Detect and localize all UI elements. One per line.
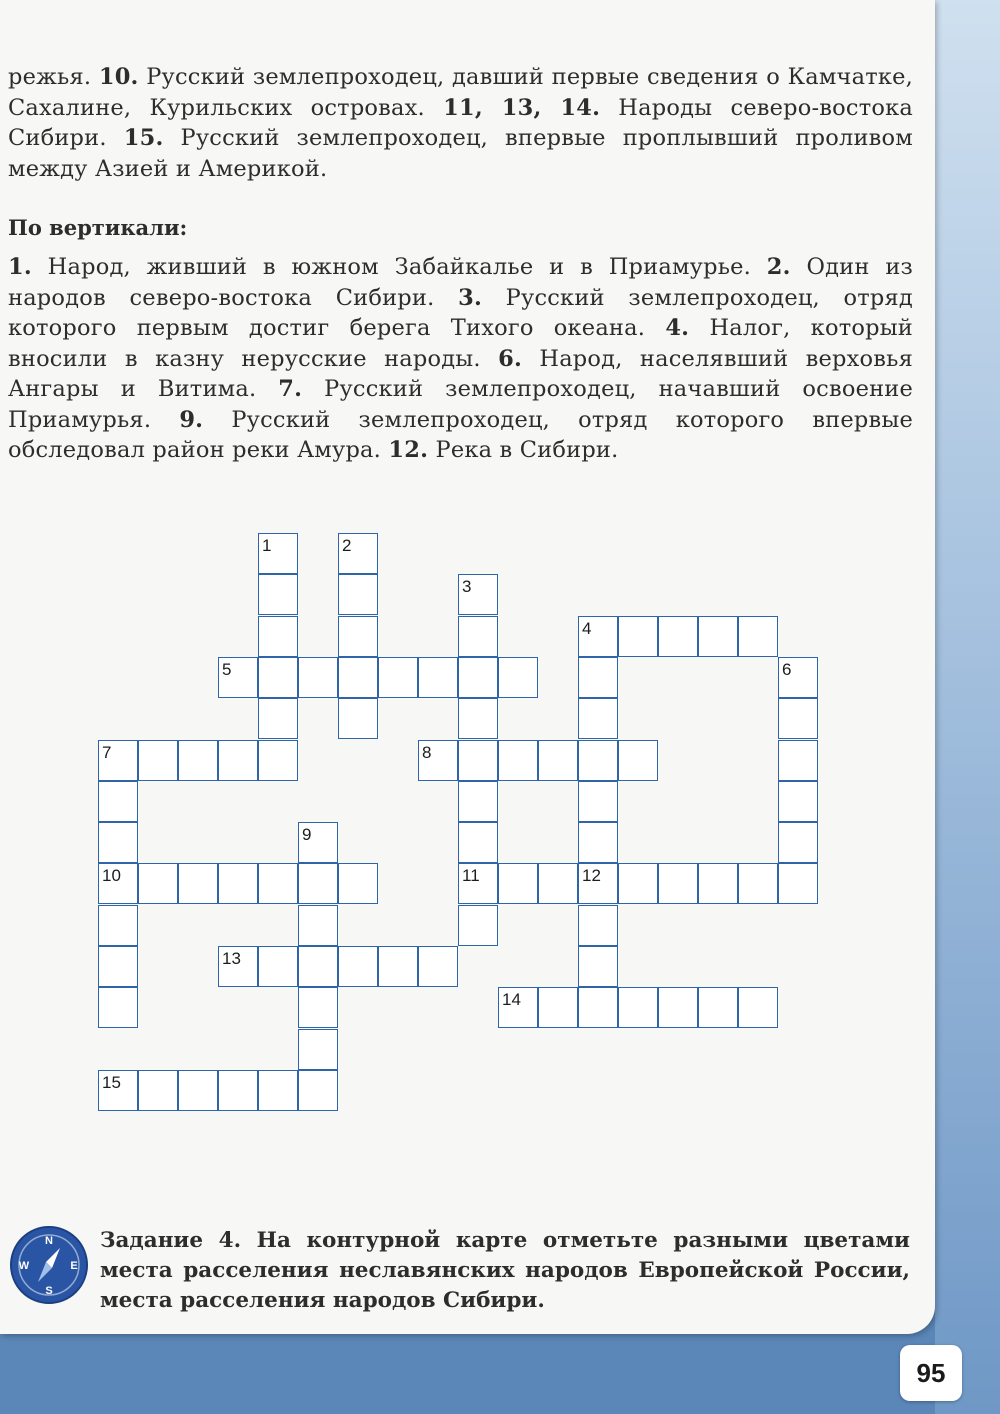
- crossword-cell[interactable]: [778, 822, 818, 863]
- crossword-cell[interactable]: [378, 946, 418, 987]
- crossword-cell[interactable]: [298, 987, 338, 1028]
- clue-text: Народ, живший в южном Забайкалье и в Приамурье.: [31, 254, 767, 280]
- crossword-cell[interactable]: [738, 987, 778, 1028]
- crossword-cell[interactable]: [658, 863, 698, 904]
- crossword-cell[interactable]: [658, 616, 698, 657]
- crossword-cell[interactable]: [578, 698, 618, 739]
- crossword-cell[interactable]: [98, 822, 138, 863]
- crossword-cell[interactable]: [538, 740, 578, 781]
- crossword-cell[interactable]: [258, 657, 298, 698]
- crossword-cell[interactable]: [618, 987, 658, 1028]
- crossword-cell[interactable]: [698, 616, 738, 657]
- compass-letter-w: W: [18, 1260, 30, 1272]
- crossword-cell[interactable]: [98, 905, 138, 946]
- crossword-cell[interactable]: [458, 905, 498, 946]
- crossword-cell[interactable]: [618, 740, 658, 781]
- clue-text: Русский землепроходец, давший первые сведения о Камчатке, Сахалине, Курильских островах.: [8, 64, 913, 121]
- crossword-cell[interactable]: [298, 946, 338, 987]
- crossword-cell[interactable]: [778, 781, 818, 822]
- clue-number: 6.: [498, 345, 523, 372]
- clue-text: Русский землепроходец, начавший освоение Приамурья.: [8, 376, 913, 433]
- crossword-cell[interactable]: [498, 863, 538, 904]
- crossword-number: 1: [262, 536, 272, 555]
- horizontal-clues-tail: [8, 62, 913, 184]
- crossword-number: 6: [782, 659, 792, 679]
- crossword-number: 7: [102, 742, 112, 762]
- crossword-cell[interactable]: [338, 616, 378, 657]
- crossword-cell[interactable]: [458, 822, 498, 863]
- page-number: 95: [916, 1358, 946, 1388]
- crossword-cell[interactable]: [298, 1029, 338, 1070]
- crossword-cell[interactable]: [578, 822, 618, 863]
- clue-number: 12.: [388, 437, 429, 463]
- crossword-cell[interactable]: [458, 657, 498, 698]
- crossword-number: 8: [422, 742, 432, 762]
- clue-number: 9.: [179, 406, 204, 433]
- crossword-cell[interactable]: [258, 863, 298, 904]
- crossword-cell[interactable]: [458, 781, 498, 822]
- crossword-cell[interactable]: [778, 698, 818, 739]
- crossword-cell[interactable]: [138, 740, 178, 781]
- crossword-cell[interactable]: [738, 863, 778, 904]
- crossword-cell[interactable]: [98, 987, 138, 1028]
- crossword-cell[interactable]: [738, 616, 778, 657]
- crossword-cell[interactable]: [298, 905, 338, 946]
- crossword-cell[interactable]: [178, 740, 218, 781]
- crossword-number: 10: [102, 866, 121, 886]
- crossword-cell[interactable]: [418, 946, 458, 987]
- crossword-number: 2: [342, 536, 352, 555]
- clue-text: Русский землепроходец, отряд которого впервые обследовал район реки Амура.: [8, 406, 913, 463]
- crossword-cell[interactable]: [618, 863, 658, 904]
- crossword-cell[interactable]: [498, 740, 538, 781]
- crossword-cell[interactable]: [98, 781, 138, 822]
- vertical-clues: [8, 252, 913, 466]
- crossword-cell[interactable]: [138, 1070, 178, 1111]
- crossword-cell[interactable]: [778, 740, 818, 781]
- compass-icon: [10, 1226, 88, 1304]
- crossword-cell[interactable]: [258, 616, 298, 657]
- clue-text: Русский землепроходец, впервые проплывший проливом между Азией и Америкой.: [8, 125, 913, 182]
- clue-number: 1.: [8, 254, 32, 280]
- crossword-cell[interactable]: [618, 616, 658, 657]
- crossword-cell[interactable]: [98, 946, 138, 987]
- crossword-cell[interactable]: [218, 863, 258, 904]
- crossword-cell[interactable]: [178, 1070, 218, 1111]
- crossword-cell[interactable]: [338, 863, 378, 904]
- task-title: Задание 4.: [100, 1228, 242, 1253]
- clue-text: Народ, населявший верховья Ангары и Витима.: [8, 345, 913, 402]
- crossword-number: 15: [102, 1072, 121, 1092]
- clue-text: Река в Сибири.: [428, 437, 619, 463]
- crossword-cell[interactable]: [458, 698, 498, 739]
- clue-text: Русский землепроходец, отряд которого первым достиг берега Тихого океана.: [8, 284, 913, 341]
- crossword-cell[interactable]: [338, 698, 378, 739]
- clue-number: 3.: [458, 284, 482, 311]
- compass-letter-e: E: [70, 1260, 78, 1272]
- crossword-cell[interactable]: [338, 946, 378, 987]
- crossword-cell[interactable]: [578, 905, 618, 946]
- crossword-cell[interactable]: [418, 657, 458, 698]
- crossword-number: 13: [222, 949, 241, 968]
- crossword-cell[interactable]: [338, 574, 378, 615]
- crossword-cell[interactable]: [698, 863, 738, 904]
- crossword-number: 3: [462, 577, 472, 597]
- crossword-cell[interactable]: [298, 1070, 338, 1111]
- crossword-cell[interactable]: [218, 740, 258, 781]
- clue-number: 4.: [665, 315, 690, 341]
- crossword-cell[interactable]: [658, 987, 698, 1028]
- crossword-number: 9: [302, 825, 312, 845]
- clue-number: 15.: [123, 125, 164, 151]
- crossword-cell[interactable]: [378, 657, 418, 698]
- clue-text: Налог, который вносили в казну нерусские народы.: [8, 315, 913, 372]
- crossword-cell[interactable]: [578, 740, 618, 781]
- clue-text: Народы северо-востока Сибири.: [8, 94, 913, 151]
- crossword-cell[interactable]: [258, 1070, 298, 1111]
- compass-icon-graphic: [12, 1228, 86, 1302]
- task-text: На контурной карте отметьте разными цветами места расселения неславянских народов Европейской России, места расселения народов Сибири.: [100, 1228, 910, 1313]
- crossword-cell[interactable]: [218, 1070, 258, 1111]
- task-4: [100, 1226, 910, 1316]
- crossword-cell[interactable]: [498, 657, 538, 698]
- crossword-cell[interactable]: [578, 781, 618, 822]
- crossword-cell[interactable]: [458, 740, 498, 781]
- crossword-cell[interactable]: [578, 946, 618, 987]
- crossword-cell[interactable]: [538, 863, 578, 904]
- crossword-number: 11: [462, 866, 480, 886]
- crossword-cell[interactable]: [138, 863, 178, 904]
- crossword-cell[interactable]: [538, 987, 578, 1028]
- clue-text: режья.: [8, 64, 99, 90]
- crossword-cell[interactable]: [258, 946, 298, 987]
- crossword-cell[interactable]: [258, 698, 298, 739]
- clue-number: 10.: [98, 64, 139, 90]
- crossword-cell[interactable]: [298, 863, 338, 904]
- clue-number: 7.: [278, 376, 303, 402]
- crossword-cell[interactable]: [578, 987, 618, 1028]
- crossword-cell[interactable]: [178, 863, 218, 904]
- crossword-number: 4: [582, 618, 592, 638]
- clue-number: 11, 13, 14.: [443, 94, 601, 121]
- crossword-cell[interactable]: [578, 657, 618, 698]
- crossword-cell[interactable]: [458, 616, 498, 657]
- crossword-cell[interactable]: [778, 863, 818, 904]
- crossword-number: 12: [582, 866, 601, 886]
- compass-letter-s: S: [45, 1285, 53, 1297]
- clue-text: Один из народов северо-востока Сибири.: [8, 254, 913, 311]
- crossword-cell[interactable]: [258, 740, 298, 781]
- crossword-number: 14: [502, 990, 521, 1010]
- crossword-cell[interactable]: [258, 574, 298, 615]
- crossword-number: 5: [222, 659, 232, 679]
- clue-number: 2.: [766, 254, 791, 280]
- crossword-cell[interactable]: [698, 987, 738, 1028]
- crossword-cell[interactable]: [338, 657, 378, 698]
- page-edge-background: [935, 0, 1000, 1414]
- crossword-cell[interactable]: [298, 657, 338, 698]
- vertical-heading: По вертикали:: [8, 215, 188, 240]
- compass-letter-n: N: [45, 1235, 53, 1247]
